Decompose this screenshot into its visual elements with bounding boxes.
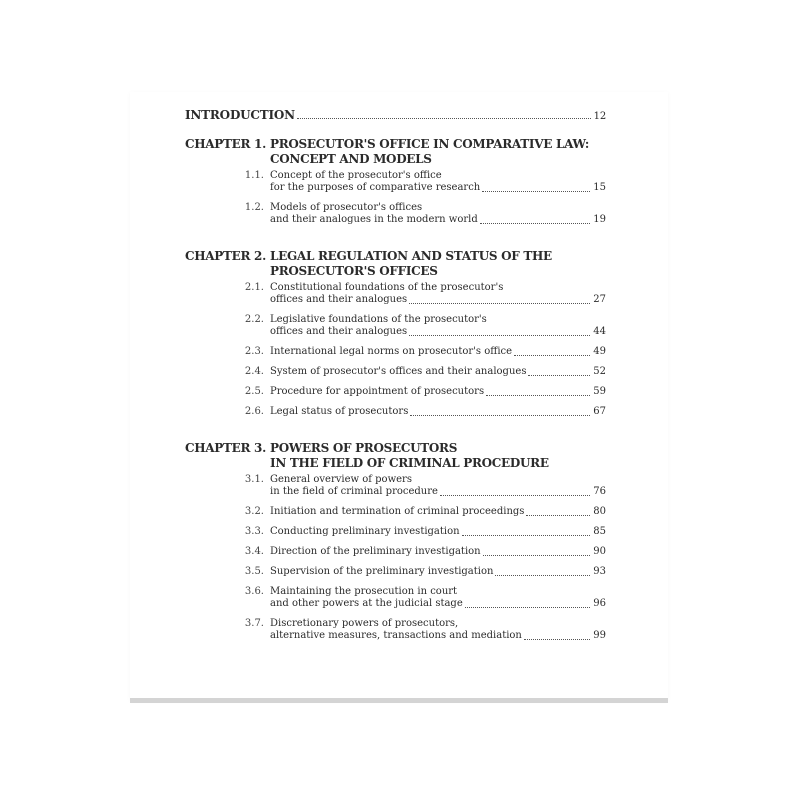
toc-entry-section[interactable] (185, 406, 606, 418)
section-page-number: 19 (593, 214, 606, 225)
section-title-line: for the purposes of comparative research (270, 182, 481, 193)
section-number: 1.1. (244, 170, 264, 181)
dot-leader (486, 395, 590, 396)
toc-entry-section[interactable] (185, 346, 606, 358)
section-number: 3.2. (244, 506, 264, 517)
chapter-number: CHAPTER 3. (185, 441, 266, 455)
section-title-line: Legislative foundations of the prosecutor's (270, 314, 487, 325)
section-body (270, 618, 606, 642)
dot-leader (528, 375, 590, 376)
section-body (270, 566, 606, 578)
section-title-last-line (270, 598, 606, 610)
toc-entry-section[interactable] (185, 386, 606, 398)
dot-leader (483, 555, 591, 556)
section-page-number: 49 (593, 346, 606, 357)
section-body (270, 202, 606, 226)
toc-entry-introduction[interactable] (185, 108, 606, 122)
section-list (185, 282, 606, 418)
toc-entry-section[interactable] (185, 566, 606, 578)
introduction-page-number: 12 (593, 111, 606, 122)
toc-entry-section[interactable] (185, 506, 606, 518)
chapter-2 (185, 249, 606, 426)
section-number: 2.4. (244, 366, 264, 377)
section-body (270, 282, 606, 306)
section-page-number: 59 (593, 386, 606, 397)
chapter-number: CHAPTER 2. (185, 249, 266, 263)
section-title-last-line (270, 294, 606, 306)
section-page-number: 85 (593, 526, 606, 537)
chapter-title-line: POWERS OF PROSECUTORS (270, 441, 458, 455)
section-body (270, 586, 606, 610)
section-title-line: Initiation and termination of criminal proceedings (270, 506, 525, 517)
section-title-last-line (270, 386, 606, 398)
section-title-line: Concept of the prosecutor's office (270, 170, 442, 181)
chapter-title (270, 137, 606, 167)
section-number: 2.1. (244, 282, 264, 293)
section-body (270, 366, 606, 378)
chapter-number: CHAPTER 1. (185, 137, 266, 151)
section-title-line: Direction of the preliminary investigation (270, 546, 481, 557)
section-title-last-line (270, 214, 606, 226)
chapter-title-line: PROSECUTOR'S OFFICES (270, 264, 438, 278)
dot-leader (409, 335, 590, 336)
section-title-last-line (270, 630, 606, 642)
section-list (185, 170, 606, 226)
section-number: 2.2. (244, 314, 264, 325)
chapter-1 (185, 137, 606, 234)
section-body (270, 386, 606, 398)
dot-leader (480, 223, 591, 224)
section-title-line: Constitutional foundations of the prosecutor's (270, 282, 504, 293)
section-body (270, 474, 606, 498)
chapter-title-line: PROSECUTOR'S OFFICE IN COMPARATIVE LAW: (270, 137, 589, 151)
chapter-title (270, 249, 606, 279)
section-number: 3.6. (244, 586, 264, 597)
dot-leader (482, 191, 590, 192)
section-title-line: International legal norms on prosecutor's office (270, 346, 513, 357)
chapter-title (270, 441, 606, 471)
page-bottom-shadow (130, 698, 668, 703)
section-title-line: Maintaining the prosecution in court (270, 586, 458, 597)
section-title-line: Supervision of the preliminary investigation (270, 566, 494, 577)
chapter-heading[interactable] (185, 249, 606, 279)
section-title-line: and other powers at the judicial stage (270, 598, 463, 609)
document-page (130, 92, 668, 700)
section-title-last-line (270, 506, 606, 518)
section-title-line: Conducting preliminary investigation (270, 526, 460, 537)
section-number: 3.3. (244, 526, 264, 537)
section-page-number: 76 (593, 486, 606, 497)
section-number: 2.3. (244, 346, 264, 357)
section-number: 3.5. (244, 566, 264, 577)
section-number: 3.7. (244, 618, 264, 629)
chapter-heading[interactable] (185, 441, 606, 471)
toc-entry-section[interactable] (185, 170, 606, 194)
dot-leader (297, 118, 591, 119)
chapter-3 (185, 441, 606, 650)
section-title-line: System of prosecutor's offices and their analogues (270, 366, 527, 377)
section-title-last-line (270, 346, 606, 358)
toc-entry-section[interactable] (185, 546, 606, 558)
section-page-number: 93 (593, 566, 606, 577)
section-title-line: offices and their analogues (270, 326, 408, 337)
section-title-line: alternative measures, transactions and mediation (270, 630, 522, 641)
introduction-label: INTRODUCTION (185, 108, 295, 122)
dot-leader (526, 515, 590, 516)
section-title-last-line (270, 566, 606, 578)
chapter-title-line: CONCEPT AND MODELS (270, 152, 432, 166)
toc-entry-section[interactable] (185, 474, 606, 498)
toc-entry-section[interactable] (185, 366, 606, 378)
toc-entry-section[interactable] (185, 526, 606, 538)
dot-leader (440, 495, 590, 496)
dot-leader (462, 535, 591, 536)
section-number: 3.1. (244, 474, 264, 485)
section-number: 1.2. (244, 202, 264, 213)
section-body (270, 346, 606, 358)
section-title-last-line (270, 182, 606, 194)
section-page-number: 27 (593, 294, 606, 305)
section-number: 2.5. (244, 386, 264, 397)
section-number: 2.6. (244, 406, 264, 417)
dot-leader (465, 607, 591, 608)
section-title-last-line (270, 546, 606, 558)
section-title-line: Discretionary powers of prosecutors, (270, 618, 459, 629)
section-list (185, 474, 606, 642)
section-title-line: General overview of powers (270, 474, 412, 485)
section-title-last-line (270, 326, 606, 338)
section-page-number: 80 (593, 506, 606, 517)
dot-leader (524, 639, 590, 640)
section-title-last-line (270, 526, 606, 538)
chapter-heading[interactable] (185, 137, 606, 167)
section-title-line: Models of prosecutor's offices (270, 202, 423, 213)
section-body (270, 314, 606, 338)
section-title-line: Procedure for appointment of prosecutors (270, 386, 485, 397)
toc-entry-section[interactable] (185, 282, 606, 306)
section-body (270, 170, 606, 194)
section-title-line: and their analogues in the modern world (270, 214, 478, 225)
toc-entry-section[interactable] (185, 314, 606, 338)
section-page-number: 67 (593, 406, 606, 417)
section-body (270, 546, 606, 558)
section-title-last-line (270, 486, 606, 498)
section-number: 3.4. (244, 546, 264, 557)
section-title-line: offices and their analogues (270, 294, 408, 305)
chapter-title-line: LEGAL REGULATION AND STATUS OF THE (270, 249, 552, 263)
section-title-last-line (270, 366, 606, 378)
section-body (270, 506, 606, 518)
section-page-number: 15 (593, 182, 606, 193)
section-body (270, 406, 606, 418)
dot-leader (409, 303, 590, 304)
section-page-number: 44 (593, 326, 606, 337)
toc-entry-section[interactable] (185, 202, 606, 226)
toc-entry-section[interactable] (185, 618, 606, 642)
section-page-number: 90 (593, 546, 606, 557)
section-title-line: Legal status of prosecutors (270, 406, 409, 417)
section-page-number: 99 (593, 630, 606, 641)
chapter-title-line: IN THE FIELD OF CRIMINAL PROCEDURE (270, 456, 549, 470)
section-page-number: 96 (593, 598, 606, 609)
section-page-number: 52 (593, 366, 606, 377)
section-title-line: in the field of criminal procedure (270, 486, 438, 497)
section-title-last-line (270, 406, 606, 418)
section-body (270, 526, 606, 538)
dot-leader (410, 415, 590, 416)
toc-entry-section[interactable] (185, 586, 606, 610)
dot-leader (514, 355, 590, 356)
dot-leader (495, 575, 590, 576)
